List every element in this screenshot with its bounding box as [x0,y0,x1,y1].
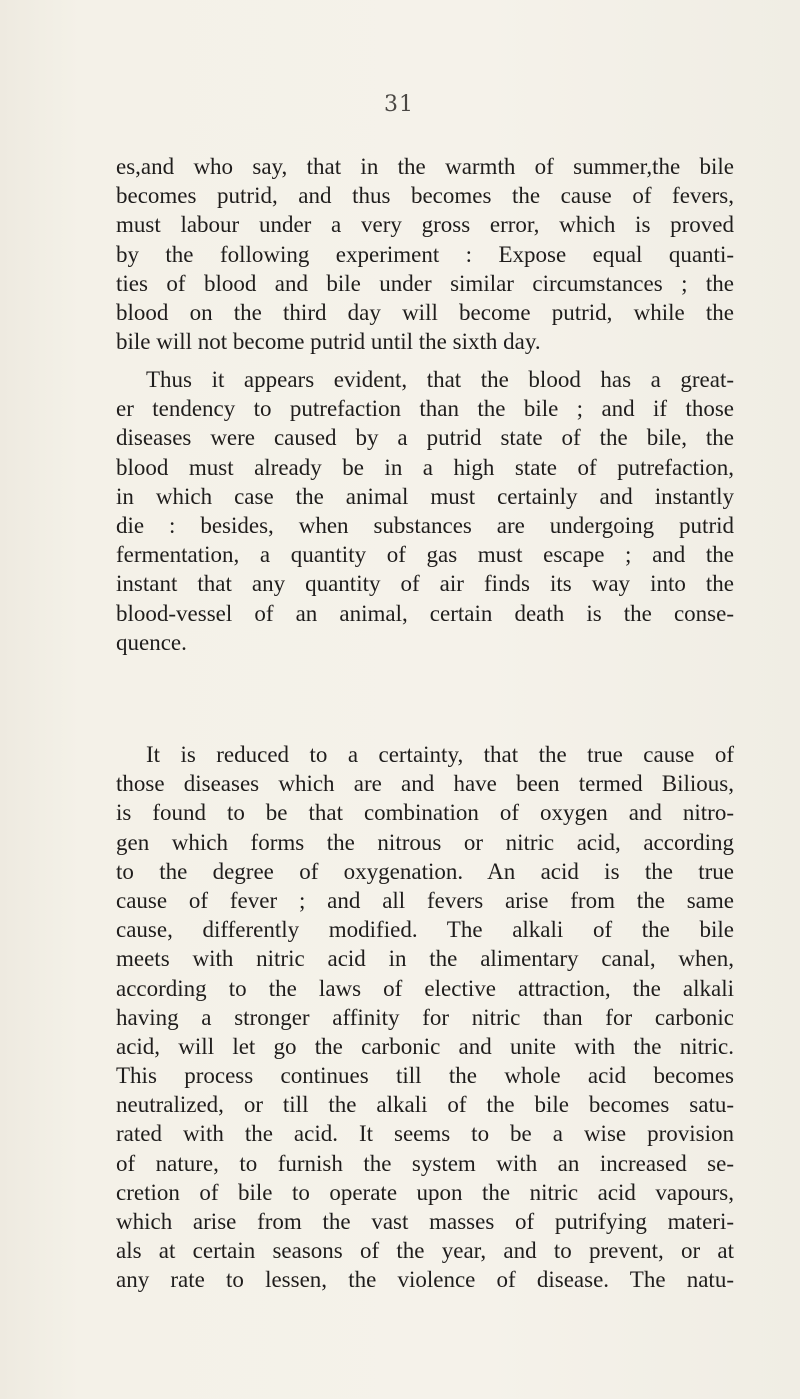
text-line: cause of fever ; and all fevers arise from the same [116,887,734,913]
text-line: neutralized, or till the alkali of the bile becomes satu- [116,1092,734,1118]
text-line: is found to be that combination of oxygen and nitro- [116,800,734,826]
text-line: cause, differently modified. The alkali of the bile [116,917,734,943]
text-line: according to the laws of elective attraction, the alkali [116,975,734,1001]
paragraph-2 [116,365,734,657]
text-line: acid, will let go the carbonic and unite with the nitric. [116,1033,734,1059]
paragraph-3 [116,740,734,1295]
text-line: any rate to lessen, the violence of disease. The natu- [116,1267,734,1293]
text-line: those diseases which are and have been termed Bilious, [116,771,734,797]
text-line: Thus it appears evident, that the blood has a great- [146,367,734,392]
text-line: blood on the third day will become putrid, while the [116,299,734,325]
text-line: fermentation, a quantity of gas must escape ; and the [116,542,734,568]
page-number: 31 [384,92,414,117]
text-line: blood must already be in a high state of putrefaction, [116,454,734,480]
text-line: bile will not become putrid until the sixth day. [116,329,541,355]
text-line: becomes putrid, and thus becomes the cause of fevers, [116,183,734,209]
text-line: by the following experiment : Expose equal quanti- [116,241,734,267]
text-line: to the degree of oxygenation. An acid is the true [116,858,734,884]
text-line: must labour under a very gross error, which is proved [116,212,734,238]
text-line: gen which forms the nitrous or nitric acid, according [116,829,734,855]
text-line: es,and who say, that in the warmth of summer,the bile [116,154,734,179]
text-line: blood-vessel of an animal, certain death is the conse- [116,600,734,626]
text-line: cretion of bile to operate upon the nitric acid vapours, [116,1179,734,1205]
text-line: ties of blood and bile under similar circumstances ; the [116,270,734,296]
text-line: quence. [116,629,187,655]
text-line: er tendency to putrefaction than the bile ; and if those [116,396,734,422]
text-line: of nature, to furnish the system with an increased se- [116,1150,734,1176]
text-line: It is reduced to a certainty, that the true cause of [146,742,734,767]
text-line: instant that any quantity of air finds its way into the [116,571,734,597]
text-line: rated with the acid. It seems to be a wise provision [116,1121,734,1147]
text-line: This process continues till the whole acid becomes [116,1063,734,1089]
text-line: meets with nitric acid in the alimentary canal, when, [116,946,734,972]
text-line: als at certain seasons of the year, and to prevent, or at [116,1238,734,1264]
paragraph-1 [116,152,734,356]
text-line: die : besides, when substances are undergoing putrid [116,512,734,538]
text-line: diseases were caused by a putrid state of the bile, the [116,425,734,451]
text-line: having a stronger affinity for nitric than for carbonic [116,1004,734,1030]
text-line: in which case the animal must certainly and instantly [116,483,734,509]
text-line: which arise from the vast masses of putrifying materi- [116,1209,734,1234]
